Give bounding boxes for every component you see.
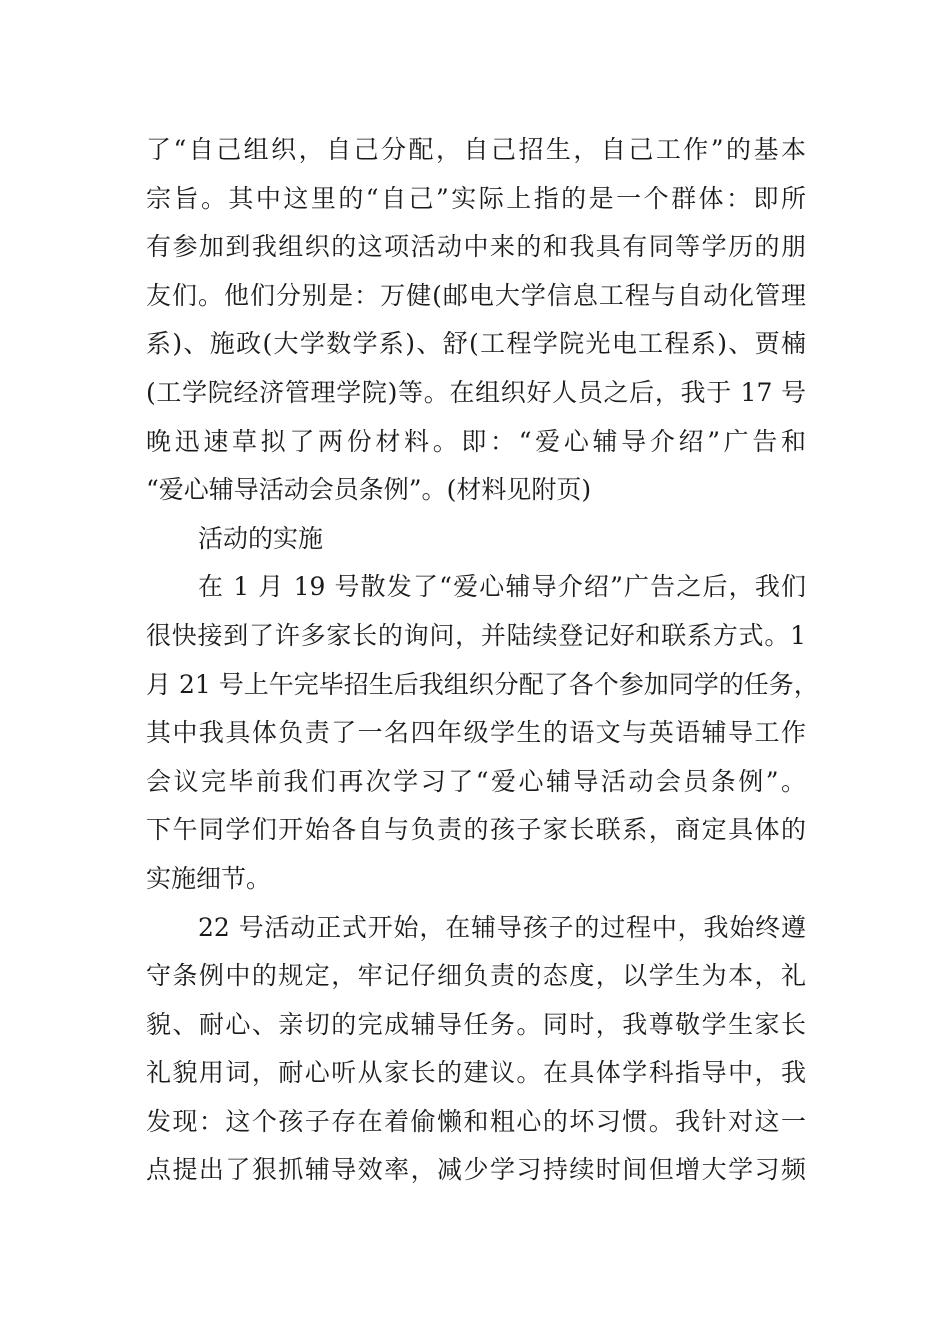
- text-line: “爱心辅导活动会员条例”。(材料见附页): [146, 475, 592, 505]
- text-line: 月 21 号上午完毕招生后我组织分配了各个参加同学的任务，: [146, 669, 819, 699]
- body-text: [146, 126, 819, 1195]
- text-line: 礼貌用词，耐心听从家长的建议。在具体学科指导中，我: [146, 1058, 806, 1088]
- text-line: 22 号活动正式开始，在辅导孩子的过程中，我始终遵: [198, 912, 806, 942]
- text-line: 下午同学们开始各自与负责的孩子家长联系，商定具体的: [146, 815, 806, 845]
- text-line: (工学院经济管理学院)等。在组织好人员之后，我于 17 号: [146, 377, 806, 407]
- text-line: 守条例中的规定，牢记仔细负责的态度，以学生为本，礼: [146, 961, 806, 991]
- text-line: 有参加到我组织的这项活动中来的和我具有同等学历的朋: [146, 232, 806, 262]
- section-heading: 活动的实施: [198, 523, 324, 553]
- text-line: 晚迅速草拟了两份材料。即：“爱心辅导介绍”广告和: [146, 426, 806, 456]
- text-line: 宗旨。其中这里的“自己”实际上指的是一个群体：即所: [146, 183, 806, 213]
- text-line: 在 1 月 19 号散发了“爱心辅导介绍”广告之后，我们: [198, 572, 806, 602]
- text-line: 会议完毕前我们再次学习了“爱心辅导活动会员条例”。: [146, 766, 806, 796]
- text-line: 其中我具体负责了一名四年级学生的语文与英语辅导工作: [146, 718, 806, 748]
- text-line: 貌、耐心、亲切的完成辅导任务。同时，我尊敬学生家长: [146, 1009, 806, 1039]
- text-line: 点提出了狠抓辅导效率，减少学习持续时间但增大学习频: [146, 1155, 806, 1185]
- text-line: 友们。他们分别是：万健(邮电大学信息工程与自动化管理: [146, 280, 806, 310]
- text-line: 系)、施政(大学数学系)、舒(工程学院光电工程系)、贾楠: [146, 329, 806, 359]
- text-line: 实施细节。: [146, 863, 272, 893]
- text-line: 发现：这个孩子存在着偷懒和粗心的坏习惯。我针对这一: [146, 1106, 806, 1136]
- text-line: 了“自己组织，自己分配，自己招生，自己工作”的基本: [146, 135, 806, 164]
- text-line: 很快接到了许多家长的询问，并陆续登记好和联系方式。1: [146, 620, 806, 650]
